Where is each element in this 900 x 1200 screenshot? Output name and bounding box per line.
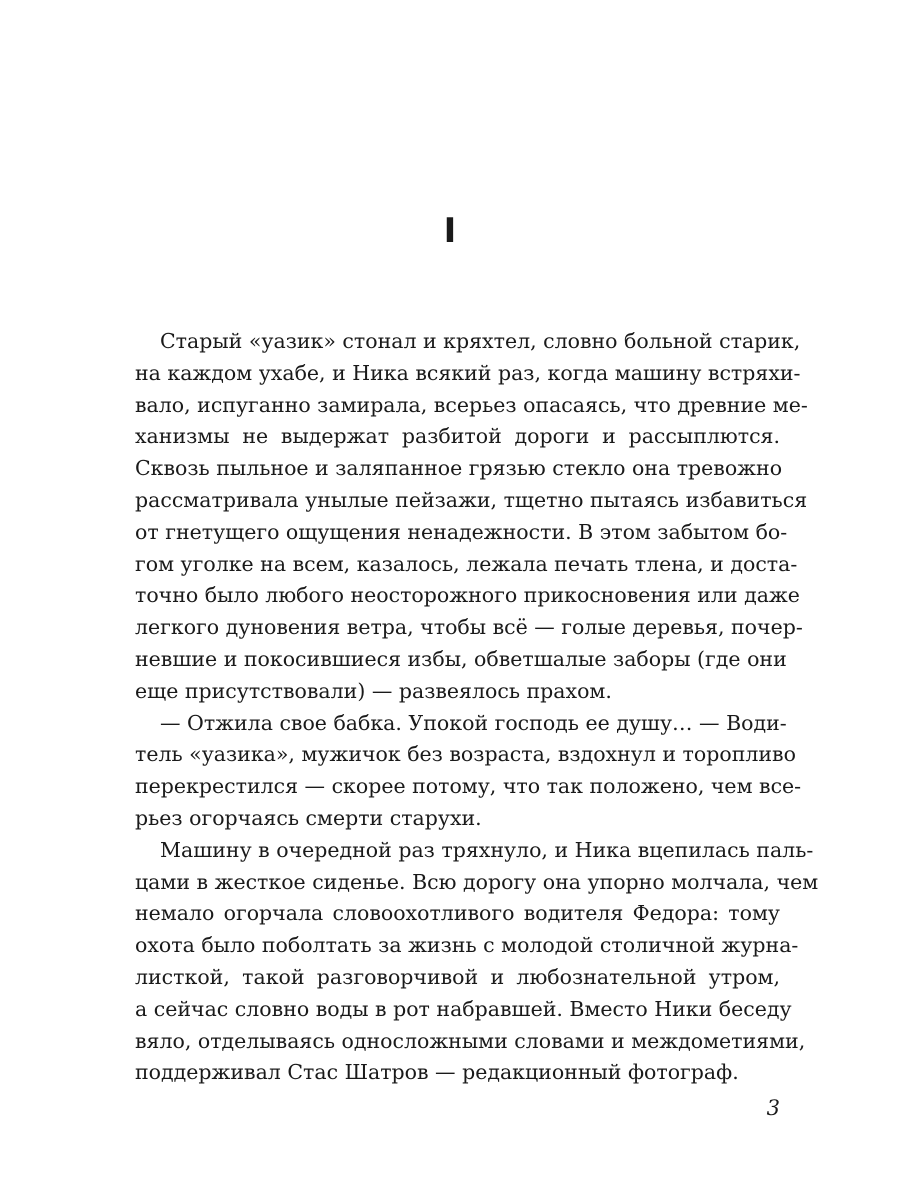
text-line: Старый «уазик» стонал и кряхтел, словно больной старик, xyxy=(160,329,801,353)
text-line: от гнетущего ощущения ненадежности. В этом забытом бо- xyxy=(135,519,788,544)
text-line: ханизмы не выдержат разбитой дороги и рассыплются. xyxy=(135,424,780,449)
text-line: немало огорчала словоохотливого водителя Федора: тому xyxy=(135,901,780,926)
text-line: Сквозь пыльное и заляпанное грязью стекло она тревожно xyxy=(135,456,783,481)
text-line: вало, испуганно замирала, всерьез опасаясь, что древние ме- xyxy=(135,392,808,417)
text-line: рассматривала унылые пейзажи, тщетно пытаясь избавиться xyxy=(135,487,808,512)
body-text xyxy=(135,326,819,1089)
text-line: еще присутствовали) — развеялось прахом. xyxy=(135,678,612,703)
text-line: — Отжила свое бабка. Упокой господь ее душу… — Води- xyxy=(160,710,787,735)
text-line: невшие и покосившиеся избы, обветшалые заборы (где они xyxy=(135,646,787,671)
text-line: поддерживал Стас Шатров — редакционный фотограф. xyxy=(135,1060,739,1085)
chapter-number: I xyxy=(443,211,457,251)
text-line: рьез огорчаясь смерти старухи. xyxy=(135,805,482,830)
text-line: Машину в очередной раз тряхнуло, и Ника вцепилась паль- xyxy=(160,837,814,862)
text-line: а сейчас словно воды в рот набравшей. Вместо Ники беседу xyxy=(135,996,792,1021)
text-line: гом уголке на всем, казалось, лежала печать тлена, и доста- xyxy=(135,551,798,576)
text-line: на каждом ухабе, и Ника всякий раз, когда машину встряхи- xyxy=(135,360,801,385)
text-line: листкой, такой разговорчивой и любознательной утром, xyxy=(135,964,780,989)
text-line: перекрестился — скорее потому, что так положено, чем все- xyxy=(135,774,802,799)
text-line: цами в жесткое сиденье. Всю дорогу она упорно молчала, чем xyxy=(135,869,819,894)
text-line: точно было любого неосторожного прикосновения или даже xyxy=(135,583,800,608)
text-line: легкого дуновения ветра, чтобы всё — голые деревья, почер- xyxy=(135,615,803,640)
text-line: вяло, отделываясь односложными словами и междометиями, xyxy=(135,1028,806,1053)
page-number: 3 xyxy=(766,1096,780,1120)
text-line: охота было поболтать за жизнь с молодой столичной журна- xyxy=(135,933,799,958)
text-line: тель «уазика», мужичок без возраста, вздохнул и торопливо xyxy=(135,742,796,767)
